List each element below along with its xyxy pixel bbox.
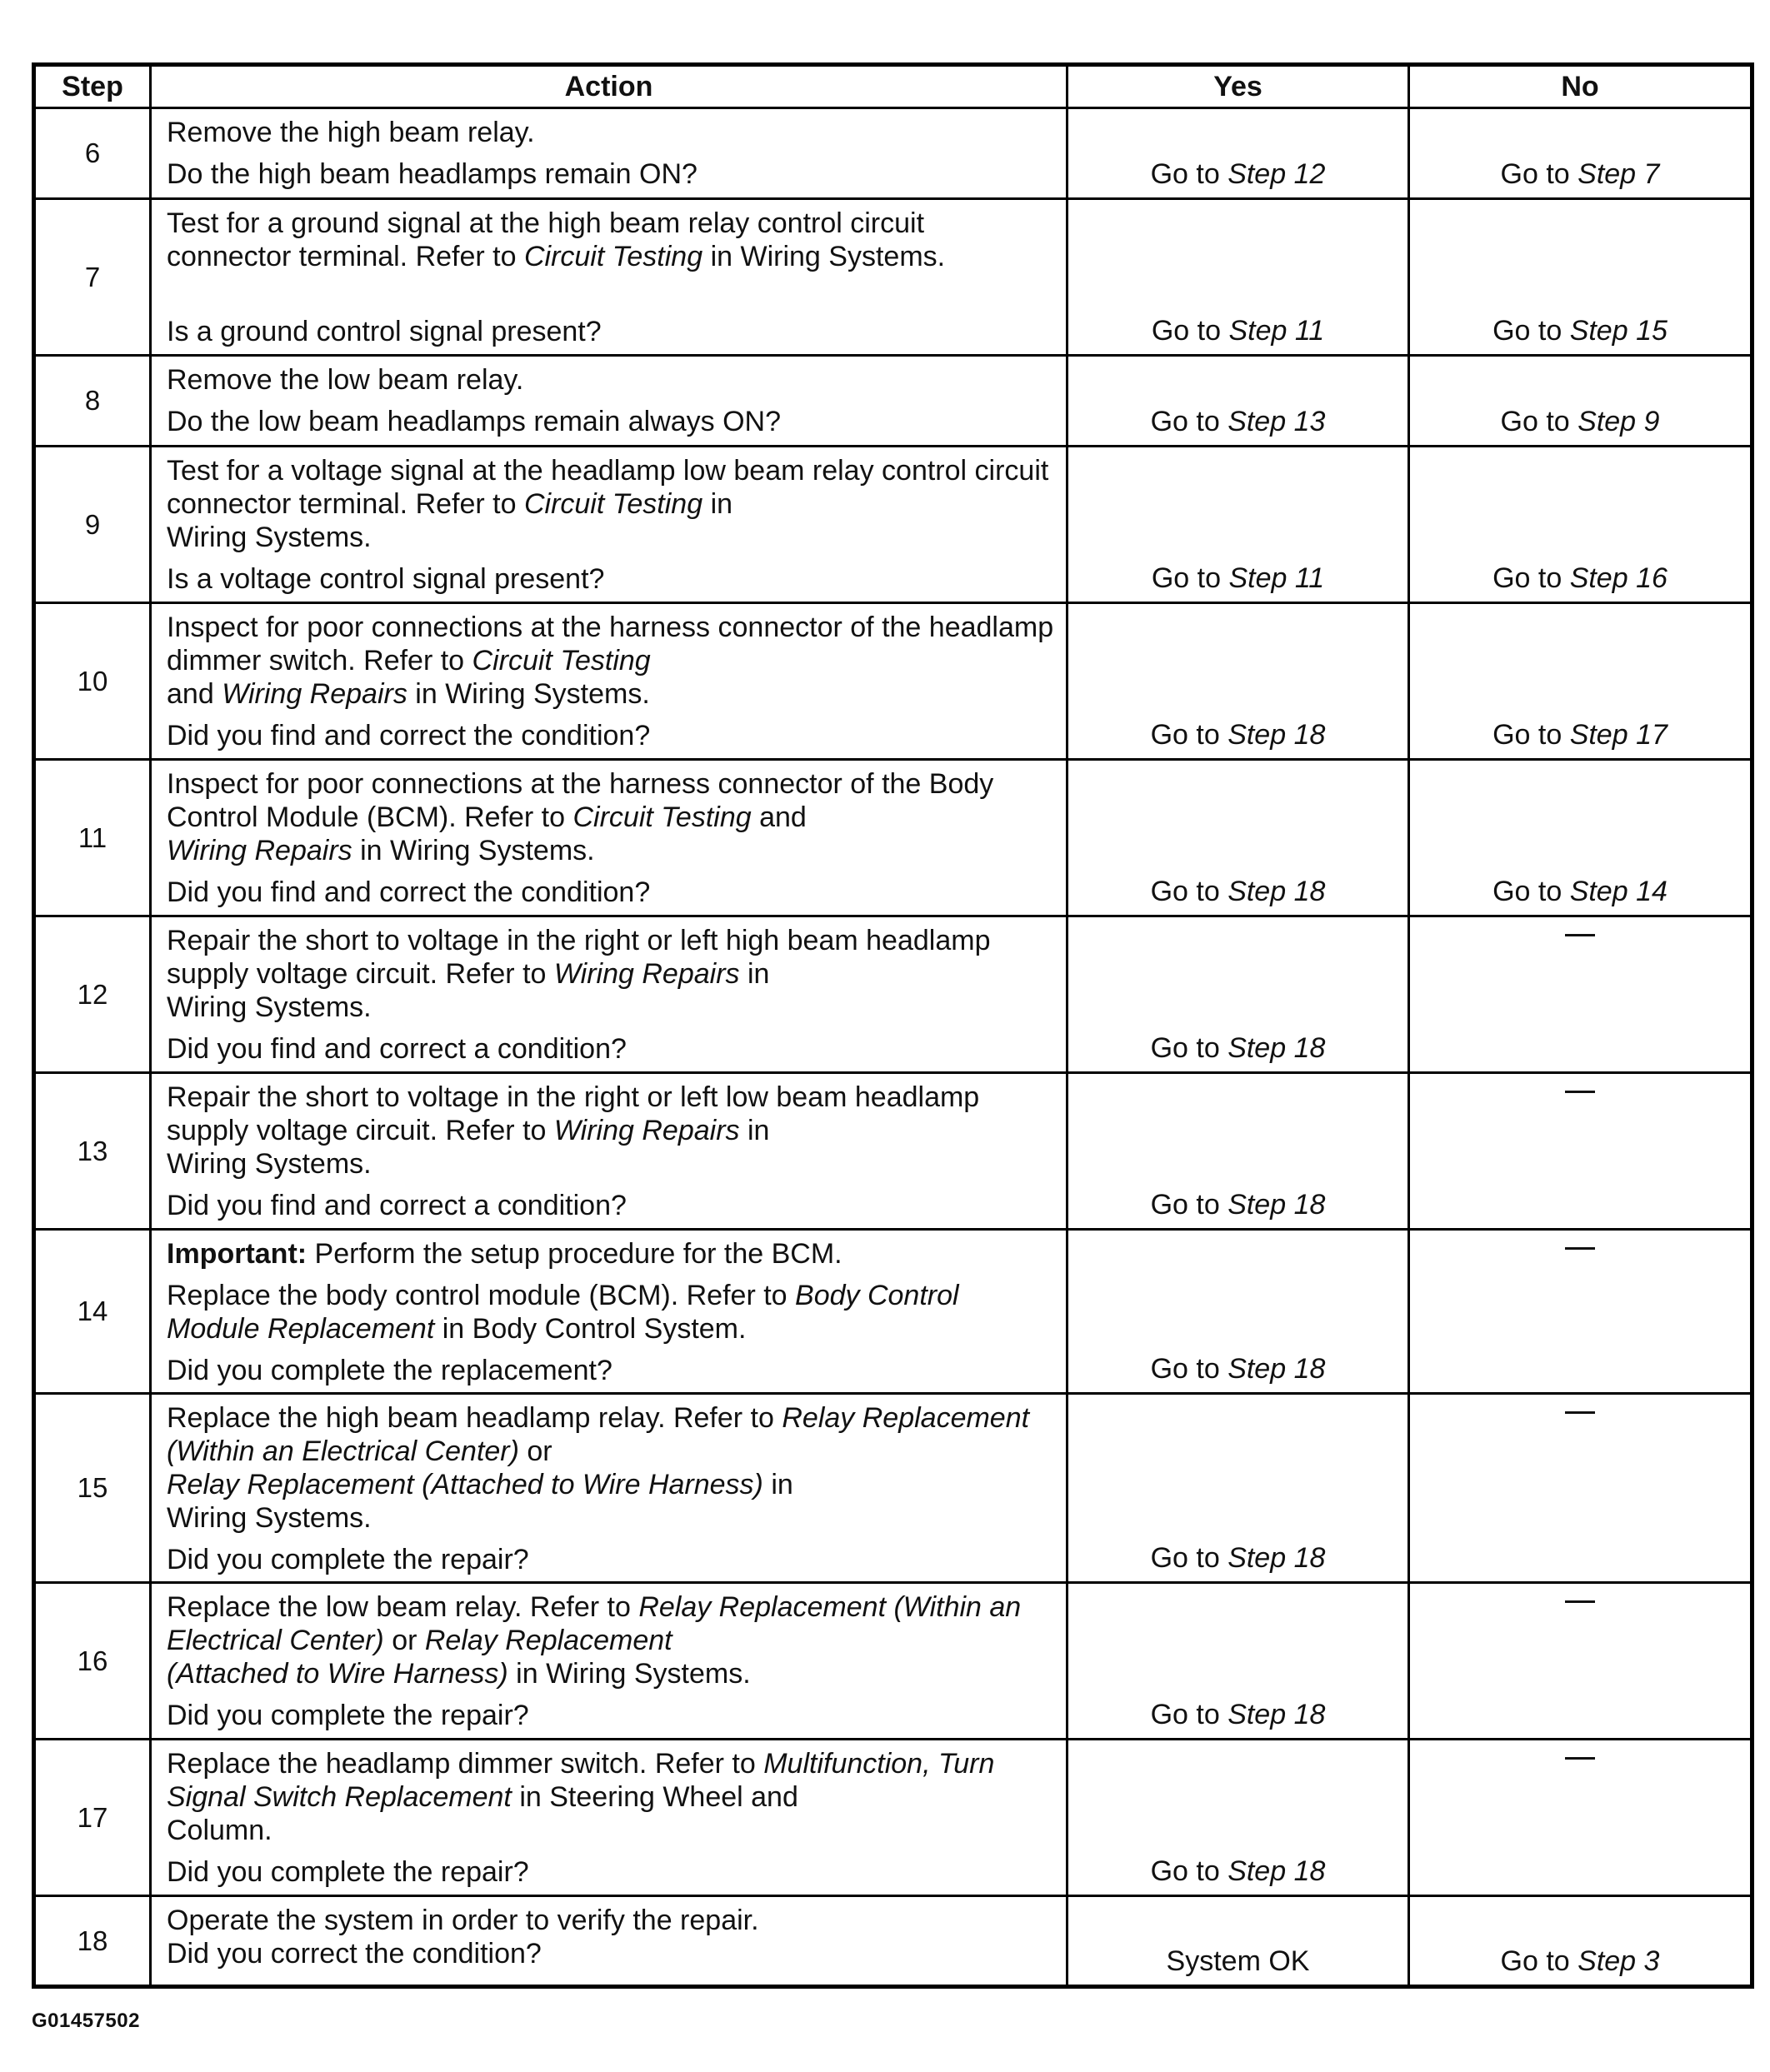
not-applicable-dash (1565, 934, 1595, 936)
figure-id: G01457502 (32, 2010, 140, 2032)
action-text: Did you complete the repair? (167, 1856, 529, 1888)
no-cell (1409, 1740, 1752, 1896)
table-row (34, 1740, 1752, 1896)
action-instruction (167, 454, 1054, 554)
not-applicable-dash (1565, 1091, 1595, 1093)
yes-step-link: Step 18 (1228, 1032, 1326, 1064)
yes-prefix: Go to (1151, 315, 1229, 347)
action-text: Wiring Systems. (167, 522, 372, 553)
no-result (1410, 314, 1750, 347)
action-text: Repair the short to voltage in the right or left low beam headlamp supply voltage circuit. Refer to (167, 1081, 980, 1146)
step-number: 6 (34, 108, 151, 199)
table-row (34, 1896, 1752, 1987)
not-applicable-dash (1565, 1411, 1595, 1414)
action-question (167, 1855, 1054, 1889)
no-result (1410, 562, 1750, 595)
action-text: Did you find and correct the condition? (167, 720, 651, 751)
yes-result (1068, 1031, 1408, 1065)
step-number: 7 (34, 199, 151, 356)
yes-prefix: Go to (1150, 406, 1228, 437)
action-cell (151, 1230, 1068, 1394)
no-step-link: Step 15 (1569, 315, 1668, 347)
action-text: Wiring Systems. (167, 1148, 372, 1180)
reference-text: Circuit Testing (523, 488, 703, 520)
action-instruction (167, 611, 1054, 711)
no-cell (1409, 603, 1752, 760)
action-text: Test for a voltage signal at the headlamp low beam relay control circuit connector terminal. Refer to (167, 455, 1049, 520)
action-question (167, 876, 1054, 909)
yes-result (1068, 157, 1408, 191)
action-text: Did you correct the condition? (167, 1938, 542, 1970)
no-prefix: Go to (1500, 1945, 1578, 1977)
action-text: Is a ground control signal present? (167, 316, 602, 347)
important-label: Important: (167, 1238, 308, 1270)
no-cell (1409, 760, 1752, 916)
reference-text: Body Control Module Replacement (167, 1280, 959, 1345)
no-cell (1409, 447, 1752, 603)
not-applicable-dash (1565, 1600, 1595, 1603)
action-instruction (167, 1904, 1054, 1937)
header-yes: Yes (1068, 65, 1409, 108)
action-cell (151, 916, 1068, 1073)
action-text: in Wiring Systems. (508, 1658, 751, 1690)
action-question (167, 1699, 1054, 1732)
no-cell (1409, 1394, 1752, 1583)
action-question (167, 719, 1054, 752)
action-text: Remove the low beam relay. (167, 364, 524, 396)
table-body (34, 108, 1752, 1987)
yes-step-link: Step 18 (1228, 1353, 1326, 1385)
yes-prefix: Go to (1150, 158, 1228, 190)
yes-result (1068, 1855, 1408, 1888)
action-question (167, 157, 1054, 191)
action-cell (151, 108, 1068, 199)
action-text: Replace the low beam relay. Refer to (167, 1591, 639, 1623)
no-cell (1409, 916, 1752, 1073)
no-result (1410, 405, 1750, 438)
action-cell (151, 1740, 1068, 1896)
action-text: Perform the setup procedure for the BCM. (307, 1238, 842, 1270)
action-question (167, 1189, 1054, 1222)
action-text: Did you find and correct a condition? (167, 1190, 627, 1221)
yes-prefix: Go to (1150, 719, 1228, 751)
yes-prefix: Go to (1151, 562, 1229, 594)
action-text: in Wiring Systems. (407, 678, 650, 710)
yes-prefix: Go to (1150, 1189, 1228, 1221)
action-text: Inspect for poor connections at the harness connector of the Body Control Module (BCM). Refer to (167, 768, 994, 833)
no-step-link: Step 9 (1578, 406, 1660, 437)
yes-prefix: System OK (1166, 1945, 1310, 1977)
yes-result (1068, 562, 1408, 595)
yes-result (1068, 405, 1408, 438)
table-row (34, 1230, 1752, 1394)
yes-step-link: Step 18 (1228, 1699, 1326, 1730)
no-cell (1409, 1583, 1752, 1740)
action-text: in (702, 488, 733, 520)
yes-cell (1068, 1583, 1409, 1740)
action-text: or (383, 1625, 425, 1656)
yes-step-link: Step 18 (1228, 1855, 1326, 1887)
no-cell (1409, 1896, 1752, 1987)
step-number: 16 (34, 1583, 151, 1740)
table-row (34, 199, 1752, 356)
no-cell (1409, 1073, 1752, 1230)
action-text: and (751, 801, 807, 833)
step-number: 15 (34, 1394, 151, 1583)
action-text: Did you complete the repair? (167, 1544, 529, 1575)
diagnostic-table (32, 62, 1754, 1989)
no-step-link: Step 16 (1569, 562, 1668, 594)
action-cell (151, 1583, 1068, 1740)
step-number: 18 (34, 1896, 151, 1987)
not-applicable-dash (1565, 1247, 1595, 1250)
yes-step-link: Step 13 (1228, 406, 1326, 437)
action-text: Operate the system in order to verify the repair. (167, 1905, 759, 1936)
action-question (167, 1543, 1054, 1576)
yes-step-link: Step 18 (1228, 719, 1326, 751)
no-prefix: Go to (1492, 315, 1570, 347)
action-cell (151, 603, 1068, 760)
action-instruction (167, 1237, 1054, 1271)
action-instruction (167, 1081, 1054, 1181)
no-cell (1409, 1230, 1752, 1394)
step-number: 11 (34, 760, 151, 916)
reference-text: (Attached to Wire Harness) (167, 1658, 508, 1690)
no-result (1410, 1945, 1750, 1978)
yes-prefix: Go to (1150, 1699, 1228, 1730)
action-question (167, 562, 1054, 596)
step-number: 9 (34, 447, 151, 603)
yes-result (1068, 314, 1408, 347)
no-cell (1409, 356, 1752, 447)
no-result (1410, 718, 1750, 751)
table-row (34, 447, 1752, 603)
action-text: in (762, 1469, 793, 1500)
action-instruction (167, 767, 1054, 867)
action-cell (151, 447, 1068, 603)
action-cell (151, 1073, 1068, 1230)
action-text: Wiring Systems. (167, 991, 372, 1023)
yes-result (1068, 1541, 1408, 1575)
action-text: in (739, 958, 770, 990)
table-row (34, 356, 1752, 447)
yes-result (1068, 1945, 1408, 1978)
action-text: in Steering Wheel and (511, 1781, 798, 1813)
action-text: or (518, 1435, 552, 1467)
action-text: Test for a ground signal at the high beam relay control circuit connector terminal. Refer to (167, 207, 925, 272)
no-cell (1409, 199, 1752, 356)
no-step-link: Step 14 (1569, 876, 1668, 907)
action-text: in Body Control System. (434, 1313, 747, 1345)
table-row (34, 916, 1752, 1073)
header-row (34, 65, 1752, 108)
yes-cell (1068, 447, 1409, 603)
reference-text: Relay Replacement (Within an Electrical Center) (167, 1402, 1030, 1467)
header-no: No (1409, 65, 1752, 108)
action-question (167, 1032, 1054, 1066)
no-prefix: Go to (1492, 876, 1570, 907)
action-text: Do the low beam headlamps remain always ON? (167, 406, 782, 437)
reference-text: Wiring Repairs (222, 678, 408, 710)
action-question (167, 405, 1054, 438)
action-text: Did you complete the repair? (167, 1700, 529, 1731)
yes-result (1068, 1188, 1408, 1221)
action-question (167, 1937, 1054, 1970)
reference-text: Wiring Repairs (553, 1115, 740, 1146)
table-row (34, 1073, 1752, 1230)
yes-cell (1068, 199, 1409, 356)
yes-prefix: Go to (1150, 1855, 1228, 1887)
yes-result (1068, 718, 1408, 751)
action-text: Is a voltage control signal present? (167, 563, 605, 595)
step-number: 10 (34, 603, 151, 760)
yes-cell (1068, 1896, 1409, 1987)
table-row (34, 108, 1752, 199)
yes-step-link: Step 12 (1228, 158, 1326, 190)
action-cell (151, 1394, 1068, 1583)
action-text: Replace the body control module (BCM). Refer to (167, 1280, 796, 1311)
yes-cell (1068, 916, 1409, 1073)
action-instruction (167, 924, 1054, 1024)
action-instruction (167, 1279, 1054, 1346)
reference-text: Relay Replacement (424, 1625, 672, 1656)
step-number: 14 (34, 1230, 151, 1394)
action-text: and (167, 678, 222, 710)
yes-step-link: Step 11 (1228, 315, 1325, 347)
action-text: in Wiring Systems. (352, 835, 595, 866)
action-cell (151, 199, 1068, 356)
reference-text: Wiring Repairs (167, 835, 352, 866)
yes-prefix: Go to (1150, 876, 1228, 907)
header-action: Action (151, 65, 1068, 108)
action-text: Did you find and correct a condition? (167, 1033, 627, 1065)
no-step-link: Step 7 (1578, 158, 1660, 190)
action-cell (151, 1896, 1068, 1987)
no-prefix: Go to (1500, 158, 1578, 190)
not-applicable-dash (1565, 1757, 1595, 1760)
yes-result (1068, 1352, 1408, 1385)
action-text: Remove the high beam relay. (167, 117, 535, 148)
yes-prefix: Go to (1150, 1353, 1228, 1385)
reference-text: Relay Replacement (Within an Electrical Center) (167, 1591, 1022, 1656)
reference-text: Wiring Repairs (553, 958, 740, 990)
step-number: 17 (34, 1740, 151, 1896)
action-text: Do the high beam headlamps remain ON? (167, 158, 698, 190)
yes-cell (1068, 1394, 1409, 1583)
action-instruction (167, 207, 1054, 273)
yes-cell (1068, 1073, 1409, 1230)
action-text: Repair the short to voltage in the right or left high beam headlamp supply voltage circuit. Refer to (167, 925, 991, 990)
step-number: 13 (34, 1073, 151, 1230)
yes-cell (1068, 1740, 1409, 1896)
yes-cell (1068, 603, 1409, 760)
action-text: Replace the headlamp dimmer switch. Refer to (167, 1748, 764, 1780)
yes-cell (1068, 108, 1409, 199)
reference-text: Circuit Testing (572, 801, 752, 833)
table-row (34, 1583, 1752, 1740)
header-step: Step (34, 65, 151, 108)
yes-cell (1068, 356, 1409, 447)
table-row (34, 603, 1752, 760)
action-text: Did you find and correct the condition? (167, 876, 651, 908)
no-cell (1409, 108, 1752, 199)
action-cell (151, 356, 1068, 447)
action-question (167, 1354, 1054, 1387)
action-text: Replace the high beam headlamp relay. Refer to (167, 1402, 782, 1434)
no-step-link: Step 3 (1578, 1945, 1660, 1977)
action-text: Inspect for poor connections at the harness connector of the headlamp dimmer switch. Refer to (167, 612, 1054, 677)
yes-cell (1068, 760, 1409, 916)
yes-step-link: Step 18 (1228, 1189, 1326, 1221)
action-question (167, 315, 1054, 348)
action-text: Wiring Systems. (167, 1502, 372, 1534)
reference-text: Circuit Testing (472, 645, 651, 677)
no-prefix: Go to (1500, 406, 1578, 437)
action-instruction (167, 363, 1054, 397)
yes-result (1068, 1698, 1408, 1731)
action-text: Did you complete the replacement? (167, 1355, 612, 1386)
yes-step-link: Step 18 (1228, 876, 1326, 907)
step-number: 8 (34, 356, 151, 447)
no-result (1410, 875, 1750, 908)
yes-step-link: Step 11 (1228, 562, 1325, 594)
action-text: in Wiring Systems. (702, 241, 946, 272)
reference-text: Relay Replacement (Attached to Wire Harness) (167, 1469, 763, 1500)
yes-prefix: Go to (1150, 1542, 1228, 1574)
table-row (34, 760, 1752, 916)
no-prefix: Go to (1492, 562, 1570, 594)
action-cell (151, 760, 1068, 916)
no-result (1410, 157, 1750, 191)
yes-cell (1068, 1230, 1409, 1394)
no-prefix: Go to (1492, 719, 1570, 751)
action-instruction (167, 1401, 1054, 1535)
no-step-link: Step 17 (1569, 719, 1668, 751)
reference-text: Multifunction, Turn Signal Switch Replacement (167, 1748, 995, 1813)
action-instruction (167, 1590, 1054, 1690)
table-row (34, 1394, 1752, 1583)
action-instruction (167, 1747, 1054, 1847)
action-text: in (739, 1115, 770, 1146)
action-text: Column. (167, 1815, 272, 1846)
yes-step-link: Step 18 (1228, 1542, 1326, 1574)
yes-result (1068, 875, 1408, 908)
reference-text: Circuit Testing (523, 241, 703, 272)
action-instruction (167, 116, 1054, 149)
step-number: 12 (34, 916, 151, 1073)
yes-prefix: Go to (1150, 1032, 1228, 1064)
